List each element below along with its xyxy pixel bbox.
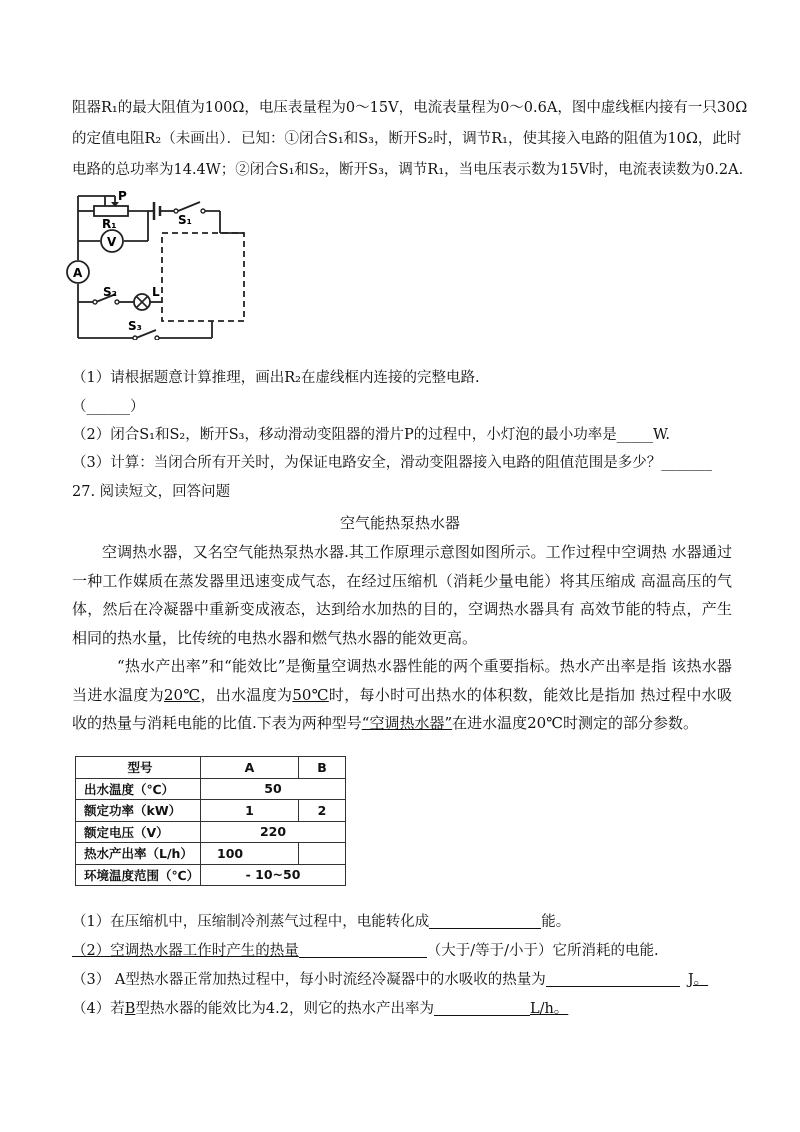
circuit-diagram (60, 188, 260, 340)
q27-sub1 (72, 912, 570, 932)
row-value-b (299, 843, 346, 865)
p2-temp-in: 20℃ (163, 685, 201, 704)
q27-sub4-model: B (124, 1001, 136, 1017)
q27-sub3 (72, 970, 708, 990)
label-A: A (73, 266, 83, 280)
intro-line-1: 阻器R₁的最大阻值为100Ω，电压表量程为0～15V，电流表量程为0～0.6A，图中虚线框内接有一只30Ω (72, 100, 748, 116)
q27-sub1-tail: 能。 (541, 914, 571, 930)
intro-line-2: 的定值电阻R₂（未画出）．已知：①闭合S₁和S₃，断开S₂时，调节R₁，使其接入电路的阻值为10Ω，此时 (72, 131, 742, 147)
q27-sub4-text-a: （4）若 (72, 1001, 125, 1017)
row-label: 热水产出率（L/h） (76, 843, 201, 865)
q27-sub3-unit: J。 (687, 972, 709, 988)
q27-sub2 (72, 941, 659, 961)
q27-sub4-text-c: 型热水器的能效比为4.2，则它的热水产出率为 (135, 1001, 434, 1017)
header-model: 型号 (76, 757, 201, 779)
table-row (76, 843, 346, 865)
header-b: B (299, 757, 346, 779)
label-V: V (107, 235, 117, 249)
q27-sub2-text: （2）空调热水器工作时产生的热量 (72, 943, 299, 959)
row-merged-value: 50 (201, 778, 346, 800)
answer-blank[interactable] (299, 942, 427, 958)
label-S2: S₂ (103, 285, 117, 299)
q27-heading: 27. 阅读短文，回答问题 (72, 484, 231, 500)
article-paragraph-1 (72, 538, 732, 652)
q27-sub4 (72, 999, 568, 1019)
q26-sub1: （1）请根据题意计算推理，画出R₂在虚线框内连接的完整电路. (72, 370, 480, 386)
p2-temp-out: 50℃ (292, 685, 329, 704)
q26-sub1-answer[interactable]: （______） (72, 399, 145, 415)
row-merged-value: 220 (201, 821, 346, 843)
intro-line-3: 电路的总功率为14.4W；②闭合S₁和S₂，断开S₃，调节R₁，当电压表示数为15V时，电流表读数为0.2A. (72, 162, 744, 178)
q26-sub2: （2）闭合S₁和S₂，断开S₃，移动滑动变阻器的滑片P的过程中，小灯泡的最小功率是_____W. (72, 427, 670, 443)
paragraph-1-text: 空调热水器，又名空气能热泵热水器.其工作原理示意图如图所示。工作过程中空调热 水器通过一种工作媒质在蒸发器里迅速变成气态，在经过压缩机（消耗少量电能）将其压缩成 高温高压的气体，然后在冷凝器中重新变成液态，达到给水加热的目的，空调热水器具有 高效节能的特点，产生相同的热水量，比传统的电热水器和燃气热水器的能效更高。 (72, 543, 732, 647)
p2-model-name: “空调热水器” (361, 714, 453, 732)
parameter-table (75, 756, 346, 886)
table-row (76, 800, 346, 822)
p2-text-c: ，出水温度为 (200, 685, 293, 704)
row-value-a: 1 (201, 800, 299, 822)
article-title: 空气能热泵热水器 (339, 514, 460, 532)
row-value-b: 2 (299, 800, 346, 822)
header-a: A (201, 757, 299, 779)
answer-blank[interactable] (434, 1000, 530, 1016)
p2-text-e: 时，每小时可出热水的体积数，能效比是指加 热过程中水吸收的热量与消耗电能的比值.下表为两种型号 (72, 685, 732, 732)
answer-blank[interactable] (429, 913, 541, 929)
row-merged-value: - 10~50 (201, 864, 346, 886)
label-P: P (118, 189, 127, 203)
row-label: 额定电压（V） (76, 821, 201, 843)
p2-text-a: “热水产出率”和“能效比”是衡量空调热水器性能的两个重要指标。热水产出率是指 该热水器当进水温度为 (72, 657, 732, 704)
answer-blank[interactable] (546, 971, 680, 987)
article-paragraph-2 (72, 652, 732, 738)
row-label: 环境温度范围（℃） (76, 864, 201, 886)
table-row (76, 778, 346, 800)
q26-sub3: （3）计算：当闭合所有开关时，为保证电路安全，滑动变阻器接入电路的阻值范围是多少？_______ (72, 455, 712, 471)
row-label: 额定功率（kW） (76, 800, 201, 822)
row-value-a: 100 (201, 843, 299, 865)
table-row (76, 821, 346, 843)
table-row (76, 864, 346, 886)
q27-sub3-text: （3） A型热水器正常加热过程中，每小时流经冷凝器中的水吸收的热量为 (72, 972, 546, 988)
label-S3: S₃ (128, 319, 142, 333)
table-header-row (76, 757, 346, 779)
label-L: L (152, 285, 160, 299)
q27-sub4-unit: L/h。 (529, 1001, 569, 1017)
label-R1: R₁ (102, 217, 117, 231)
q27-sub2-tail: （大于/等于/小于）它所消耗的电能. (426, 943, 659, 959)
q27-sub1-text: （1）在压缩机中，压缩制冷剂蒸气过程中，电能转化成 (72, 914, 430, 930)
label-S1: S₁ (178, 213, 192, 227)
row-label: 出水温度（℃） (76, 778, 201, 800)
p2-text-g: 在进水温度20℃时测定的部分参数。 (452, 714, 698, 732)
